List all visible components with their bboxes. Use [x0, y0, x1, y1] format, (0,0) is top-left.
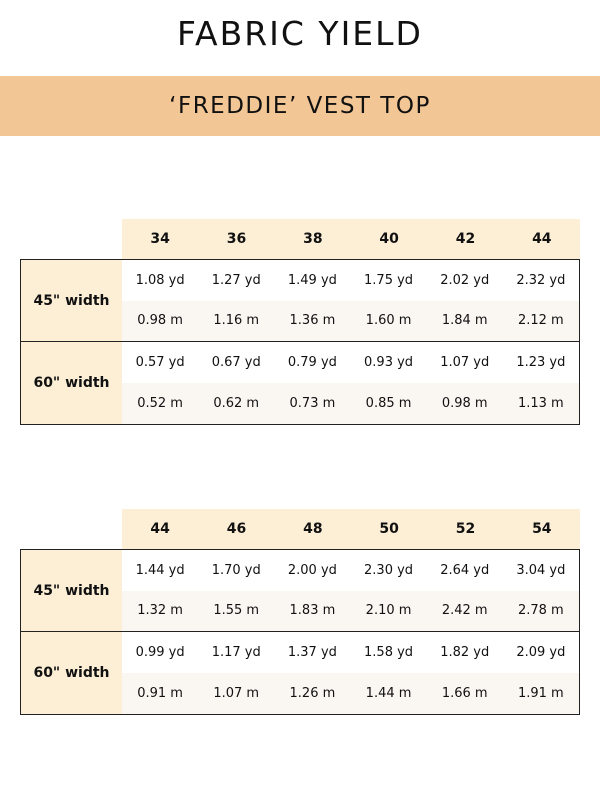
yards-cell: 0.99 yd	[135, 645, 185, 660]
meters-cell: 0.52 m	[137, 396, 183, 411]
yards-cell: 2.00 yd	[287, 562, 337, 578]
yards-cell: 0.57 yd	[135, 355, 185, 370]
yards-cell: 1.07 yd	[440, 355, 490, 370]
width-block-45	[20, 259, 580, 342]
yards-cell: 1.17 yd	[211, 645, 261, 660]
meters-cell: 2.12 m	[517, 313, 564, 329]
meters-cell: 2.10 m	[365, 603, 412, 619]
meters-row	[122, 673, 579, 714]
meters-cell: 1.55 m	[213, 603, 260, 619]
header-spacer	[20, 509, 122, 549]
meters-cell: 2.78 m	[517, 603, 564, 619]
values	[122, 342, 579, 424]
yards-cell: 3.04 yd	[516, 562, 566, 578]
size-header-row	[20, 509, 580, 549]
yards-cell: 0.93 yd	[364, 355, 414, 370]
values	[122, 632, 579, 714]
meters-cell: 1.84 m	[441, 313, 488, 329]
yards-cell: 2.32 yd	[516, 272, 566, 288]
meters-cell: 1.60 m	[365, 313, 412, 329]
meters-row	[122, 591, 579, 632]
size-header: 42	[427, 219, 503, 259]
size-header: 44	[122, 509, 198, 549]
header-spacer	[20, 219, 122, 259]
subtitle-banner	[0, 76, 600, 136]
width-label: 45" width	[21, 550, 122, 631]
size-header-row	[20, 219, 580, 259]
yards-cell: 1.70 yd	[211, 562, 261, 578]
yards-cell: 1.82 yd	[440, 645, 490, 660]
meters-cell: 1.83 m	[289, 603, 336, 619]
width-label: 45" width	[21, 260, 122, 341]
size-header: 44	[504, 219, 580, 259]
size-header: 52	[427, 509, 503, 549]
yards-cell: 2.02 yd	[440, 272, 490, 288]
size-header: 50	[351, 509, 427, 549]
values	[122, 550, 579, 631]
meters-cell: 1.32 m	[137, 603, 183, 619]
size-header: 36	[198, 219, 274, 259]
meters-cell: 0.98 m	[441, 396, 488, 411]
yards-cell: 1.44 yd	[135, 562, 185, 578]
page-title: FABRIC YIELD	[177, 14, 423, 53]
meters-cell: 1.13 m	[517, 396, 564, 411]
yards-row	[122, 260, 579, 301]
meters-cell: 0.98 m	[137, 313, 183, 329]
yards-cell: 1.37 yd	[287, 645, 337, 660]
yield-table-2	[20, 509, 580, 715]
yards-cell: 1.49 yd	[287, 272, 337, 288]
width-label: 60" width	[21, 342, 122, 424]
size-header: 40	[351, 219, 427, 259]
meters-cell: 1.44 m	[365, 686, 412, 701]
values	[122, 260, 579, 341]
meters-row	[122, 383, 579, 424]
meters-cell: 0.62 m	[213, 396, 260, 411]
yards-cell: 1.58 yd	[364, 645, 414, 660]
meters-cell: 1.16 m	[213, 313, 260, 329]
width-block-45	[20, 549, 580, 632]
width-block-60	[20, 342, 580, 425]
yards-row	[122, 632, 579, 673]
size-header: 38	[275, 219, 351, 259]
yards-row	[122, 342, 579, 383]
yards-cell: 1.08 yd	[135, 272, 185, 288]
yards-cell: 1.75 yd	[364, 272, 414, 288]
meters-cell: 0.91 m	[137, 686, 183, 701]
meters-cell: 1.26 m	[289, 686, 336, 701]
meters-row	[122, 301, 579, 342]
meters-cell: 1.91 m	[517, 686, 564, 701]
yards-cell: 2.64 yd	[440, 562, 490, 578]
meters-cell: 2.42 m	[441, 603, 488, 619]
yards-cell: 1.27 yd	[211, 272, 261, 288]
meters-cell: 0.85 m	[365, 396, 412, 411]
yards-cell: 2.09 yd	[516, 645, 566, 660]
meters-cell: 1.07 m	[213, 686, 260, 701]
subtitle: ‘FREDDIE’ VEST TOP	[169, 93, 431, 119]
yards-cell: 1.23 yd	[516, 355, 566, 370]
size-header: 48	[275, 509, 351, 549]
size-header: 46	[198, 509, 274, 549]
meters-cell: 1.66 m	[441, 686, 488, 701]
meters-cell: 1.36 m	[289, 313, 336, 329]
yards-cell: 0.79 yd	[287, 355, 337, 370]
size-header: 54	[504, 509, 580, 549]
yards-cell: 2.30 yd	[364, 562, 414, 578]
width-label: 60" width	[21, 632, 122, 714]
yards-cell: 0.67 yd	[211, 355, 261, 370]
yield-table-1	[20, 219, 580, 425]
size-header: 34	[122, 219, 198, 259]
yards-row	[122, 550, 579, 591]
width-block-60	[20, 632, 580, 715]
meters-cell: 0.73 m	[289, 396, 336, 411]
